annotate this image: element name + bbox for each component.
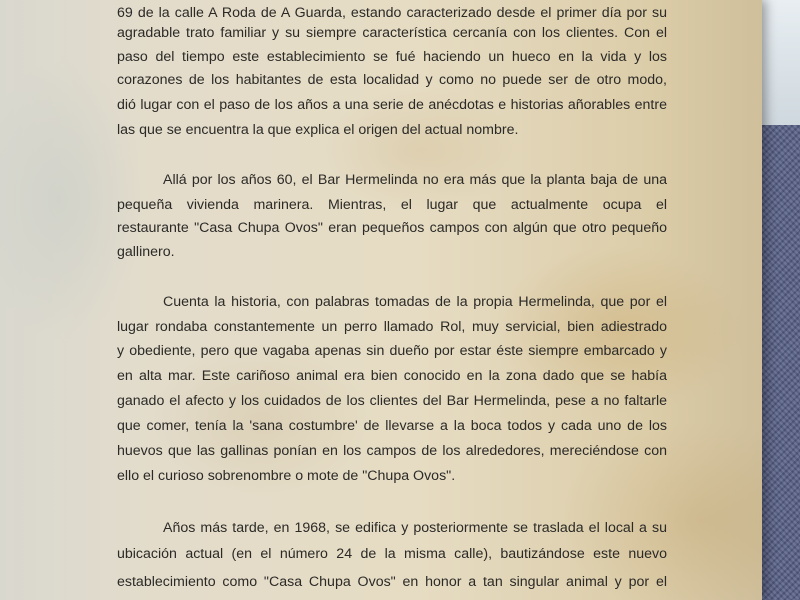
paragraph-1-line-4: corazones de los habitantes de esta localidad y como no puede ser de otro modo, (117, 72, 667, 88)
paragraph-3-line-2: lugar rondaba constantemente un perro llamado Rol, muy servicial, bien adiestrado (117, 319, 667, 335)
paragraph-2-line-3: restaurante "Casa Chupa Ovos" eran pequeños campos con algún que otro pequeño (117, 220, 667, 236)
paragraph-2-line-1: Allá por los años 60, el Bar Hermelinda no era más que la planta baja de una (163, 172, 667, 188)
paragraph-3-line-7: huevos que las gallinas ponían en los campos de los alrededores, mereciéndose con (117, 443, 667, 459)
paragraph-4-line-2: ubicación actual (en el número 24 de la misma calle), bautizándose este nuevo (117, 546, 667, 562)
paragraph-1-line-3: paso del tiempo este establecimiento se fué haciendo un hueco en la vida y los (117, 49, 667, 65)
paragraph-3-line-8: ello el curioso sobrenombre o mote de "Chupa Ovos". (117, 468, 456, 484)
paragraph-2-line-4: gallinero. (117, 244, 175, 260)
paragraph-3-line-4: en alta mar. Este cariñoso animal era bien conocido en la zona dado que se había (117, 368, 667, 384)
paragraph-2-line-2: pequeña vivienda marinera. Mientras, el lugar que actualmente ocupa el (117, 197, 667, 213)
paragraph-1-line-6: las que se encuentra la que explica el origen del actual nombre. (117, 122, 519, 138)
paragraph-1-line-5: dió lugar con el paso de los años a una serie de anécdotas e historias añorables entre (117, 97, 667, 113)
paragraph-4-line-1: Años más tarde, en 1968, se edifica y posteriormente se traslada el local a su (163, 520, 667, 536)
paragraph-3-line-1: Cuenta la historia, con palabras tomadas de la propia Hermelinda, que por el (163, 294, 667, 310)
paragraph-3-line-3: y obediente, pero que vagaba apenas sin dueño por estar éste siempre embarcado y (117, 343, 667, 359)
paragraph-3-line-5: ganado el afecto y los cuidados de los clientes del Bar Hermelinda, pese a no faltarle (117, 393, 667, 409)
paragraph-4-line-3: establecimiento como "Casa Chupa Ovos" en honor a tan singular animal y por el (117, 574, 667, 590)
paragraph-1-line-1: 69 de la calle A Roda de A Guarda, estando caracterizado desde el primer día por su (117, 5, 667, 21)
paragraph-3-line-6: que comer, tenía la 'sana costumbre' de llevarse a la boca todos y cada uno de los (117, 418, 667, 434)
paragraph-1-line-2: agradable trato familiar y su siempre característica cercanía con los clientes. Con el (117, 25, 667, 41)
